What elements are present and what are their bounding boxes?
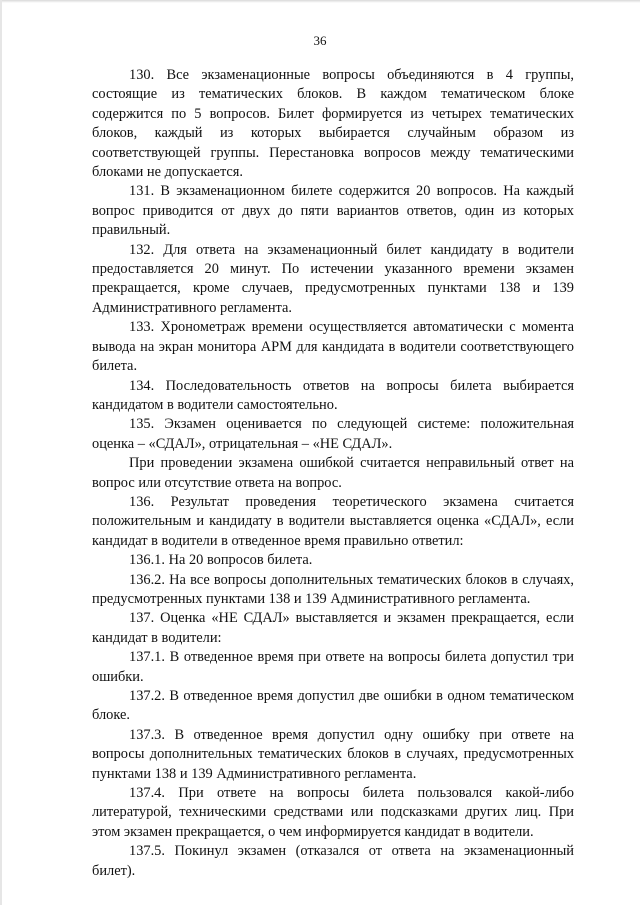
paragraph-137-5: 137.5. Покинул экзамен (отказался от ответа на экзаменационный билет). xyxy=(92,843,574,879)
scan-edge-left xyxy=(0,0,2,905)
paragraph-131: 131. В экзаменационном билете содержится 20 вопросов. На каждый вопрос приводится от двух до пяти вариантов ответов, один из которых правильный. xyxy=(92,183,574,239)
paragraph-137-4: 137.4. При ответе на вопросы билета пользовался какой-либо литературой, техническими средствами или подсказками других лиц. При этом экзамен прекращается, о чем информируется кандидат в водители. xyxy=(92,785,574,840)
paragraph-136-2: 136.2. На все вопросы дополнительных тематических блоков в случаях, предусмотренных пунктами 138 и 139 Административного регламента. xyxy=(92,571,574,607)
paragraph-137: 137. Оценка «НЕ СДАЛ» выставляется и экзамен прекращается, если кандидат в водители: xyxy=(92,610,574,646)
paragraph-130: 130. Все экзаменационные вопросы объединяются в 4 группы, состоящие из тематических блоков. В каждом тематическом блоке содержится по 5 вопросов. Билет формируется из четырех тематических блоков, каждый из которых выбирается случайным образом из соответствующей группы. Перестановка вопросов между тематическими блоками не допускается. xyxy=(92,67,574,181)
paragraph-136-1: 136.1. На 20 вопросов билета. xyxy=(129,552,313,569)
paragraph-132: 132. Для ответа на экзаменационный билет кандидату в водители предоставляется 20 минут. По истечении указанного времени экзамен прекращается, кроме случаев, предусмотренных пунктами 138 и 139 Административного регламента. xyxy=(92,241,574,316)
page-number: 36 xyxy=(313,33,327,48)
paragraph-137-3: 137.3. В отведенное время допустил одну ошибку при ответе на вопросы дополнительных тематических блоков в случаях, предусмотренных пунктами 138 и 139 Административного регламента. xyxy=(92,726,574,782)
paragraph-136: 136. Результат проведения теоретического экзамена считается положительным и кандидату в водители выставляется оценка «СДАЛ», если кандидат в водители в отведенное время правильно ответил: xyxy=(92,493,574,549)
paragraph-137-2: 137.2. В отведенное время допустил две ошибки в одном тематическом блоке. xyxy=(92,688,574,724)
scan-edge-top xyxy=(0,0,640,3)
document-body xyxy=(92,66,574,881)
paragraph-133: 133. Хронометраж времени осуществляется автоматически с момента вывода на экран монитора АРМ для кандидата в водители соответствующего билета. xyxy=(92,319,574,375)
paragraph-135: 135. Экзамен оценивается по следующей системе: положительная оценка – «СДАЛ», отрицательная – «НЕ СДАЛ». xyxy=(92,416,574,452)
paragraph-137-1: 137.1. В отведенное время при ответе на вопросы билета допустил три ошибки. xyxy=(92,649,574,685)
paragraph-134: 134. Последовательность ответов на вопросы билета выбирается кандидатом в водители самостоятельно. xyxy=(92,377,574,413)
paragraph-135-error-definition: При проведении экзамена ошибкой считается неправильный ответ на вопрос или отсутствие ответа на вопрос. xyxy=(92,455,574,491)
